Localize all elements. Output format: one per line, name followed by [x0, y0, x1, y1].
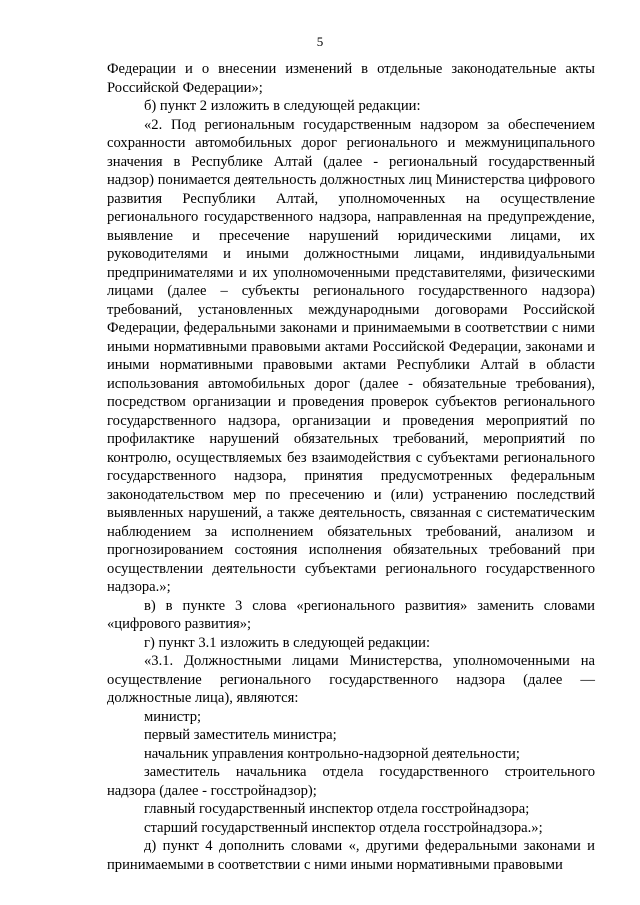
paragraph-item-g: г) пункт 3.1 изложить в следующей редакции: — [144, 634, 431, 651]
paragraph-item-2-text: «2. Под региональным государственным надзором за обеспечением сохранности автомобильных дорог регионального и межмуниципального значения в Республике Алтай (далее - региональный государственный надзор) понимается деятельность должностных лиц Министерства цифрового развития Республики Алтай, уполномоченных на осуществление регионального государственного надзора, направленная на предупреждение, выявление и пресечение нарушений юридическими лицами, их руководителями и иными должностными лицами, индивидуальными предпринимателями и их уполномоченными представителями, физическими лицами (далее – субъекты регионального государственного надзора) требований, установленных международными договорами Российской Федерации, федеральными законами и принимаемыми в соответствии с ними иными нормативными правовыми актами Российской Федерации, законами и иными нормативными правовыми актами Республики Алтай в области использования автомобильных дорог (далее - обязательные требования), посредством организации и проведения проверок субъектов регионального государственного надзора, организации и проведения мероприятий по профилактике нарушений обязательных требований, мероприятий по контролю, осуществляемых без взаимодействия с субъектами регионального государственного надзора, принятия предусмотренных федеральным законодательством мер по пресечению и (или) устранению последствий выявленных нарушений, а также деятельность, связанная с систематическим наблюдением за исполнением обязательных требований, анализом и прогнозированием состояния исполнения обязательных требований при осуществлении деятельности субъектами регионального государственного надзора.»; — [107, 116, 595, 595]
paragraph-item-b: б) пункт 2 изложить в следующей редакции: — [144, 98, 421, 114]
page-number: 5 — [316, 34, 324, 49]
list-item-senior-inspector: старший государственный инспектор отдела госстройнадзора.»; — [144, 819, 543, 836]
list-item-minister: министр; — [144, 708, 202, 725]
list-item-deputy-head: заместитель начальника отдела государственного строительного надзора (далее - госстройнадзор); — [107, 764, 595, 799]
paragraph-item-v: в) в пункте 3 слова «регионального развития» заменить словами «цифрового развития»; — [107, 597, 595, 632]
list-item-chief-inspector: главный государственный инспектор отдела госстройнадзора; — [144, 801, 530, 817]
list-item-first-deputy: первый заместитель министра; — [144, 727, 337, 743]
paragraph-continued-header: Федерации и о внесении изменений в отдельные законодательные акты Российской Федерации»; — [107, 61, 595, 96]
list-item-head-of-department: начальник управления контрольно-надзорной деятельности; — [144, 745, 520, 762]
paragraph-item-3-1-text: «3.1. Должностными лицами Министерства, уполномоченными на осуществление регионального государственного надзора (далее — должностные лица), являются: — [107, 653, 595, 706]
paragraph-item-d: д) пункт 4 дополнить словами «, другими федеральными законами и принимаемыми в соответствии с ними иными нормативными правовыми — [107, 838, 595, 873]
document-body — [107, 60, 595, 874]
